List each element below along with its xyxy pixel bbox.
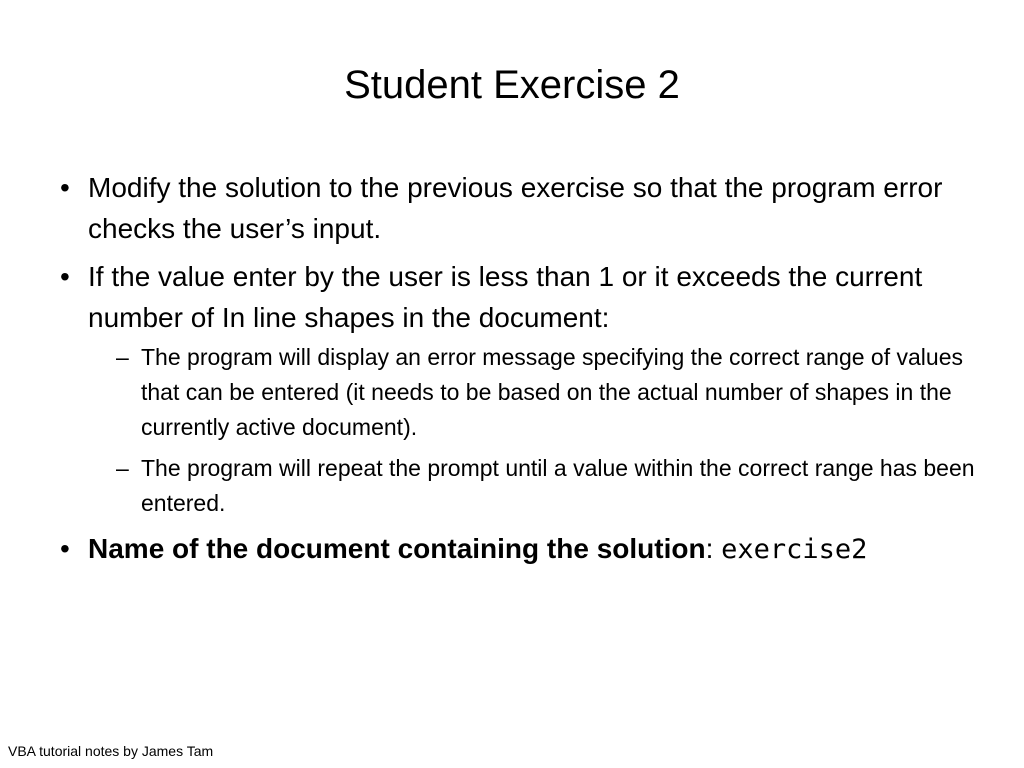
slide-body — [60, 167, 980, 577]
dash-icon: – — [116, 344, 129, 370]
bullet-text: Modify the solution to the previous exercise so that the program error checks the user’s input. — [88, 172, 943, 244]
slide-title: Student Exercise 2 — [344, 63, 680, 107]
bullet-text: If the value enter by the user is less than 1 or it exceeds the current number of In line shapes in the document: — [88, 261, 923, 333]
sub-bullet-text: The program will repeat the prompt until a value within the correct range has been entered. — [141, 455, 975, 516]
sub-bullet-text: The program will display an error message specifying the correct range of values that can be entered (it needs to be based on the actual number of shapes in the currently active document). — [141, 344, 963, 440]
bullet-item — [60, 528, 980, 570]
solution-document-label: Name of the document containing the solution — [88, 533, 706, 564]
solution-document-name: exercise2 — [721, 534, 868, 565]
bullet-icon: • — [60, 261, 70, 292]
label-separator: : — [705, 533, 722, 564]
sub-bullet-item — [116, 340, 980, 445]
sub-bullet-item — [116, 451, 980, 521]
bullet-item — [60, 167, 980, 249]
footer-credit: VBA tutorial notes by James Tam — [8, 743, 214, 759]
sub-bullet-list — [116, 340, 980, 521]
bullet-icon: • — [60, 172, 70, 203]
bullet-icon: • — [60, 533, 70, 564]
dash-icon: – — [116, 455, 129, 481]
bullet-item — [60, 256, 980, 521]
